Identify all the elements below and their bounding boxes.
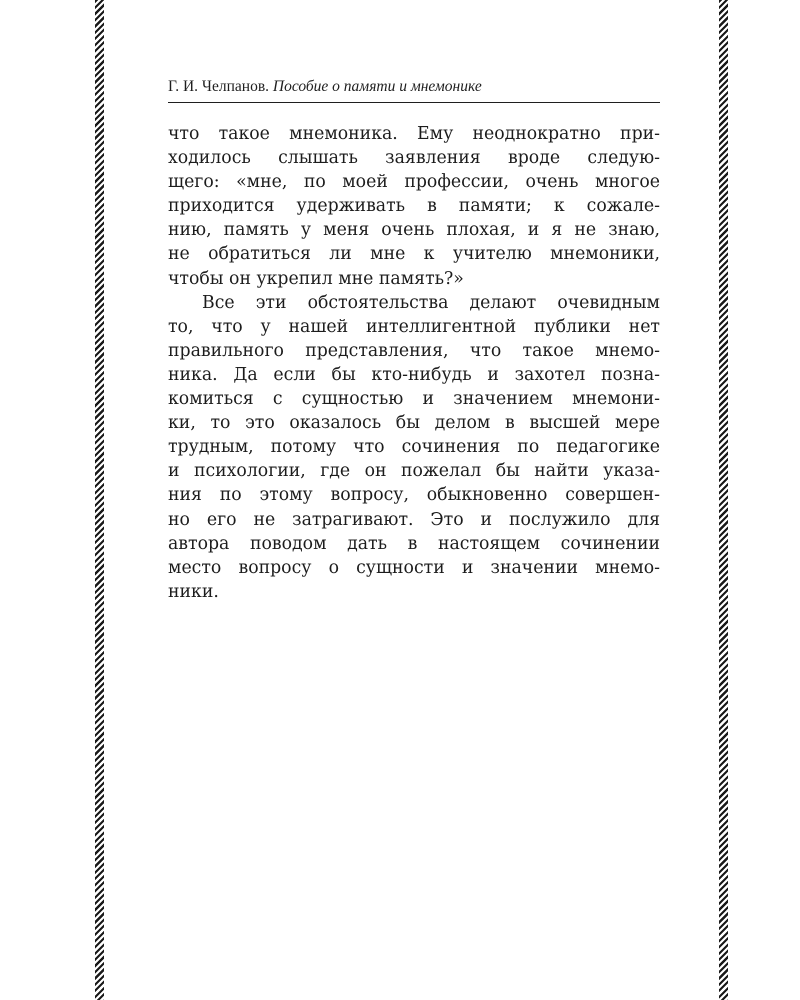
text-line: ходилось слышать заявления вроде следую- [168,148,660,169]
text-line: что такое мнемоника. Ему неоднократно при- [168,124,660,144]
text-line: приходится удерживать в памяти; к сожале- [168,196,660,217]
text-line: трудным, потому что сочинения по педагогике [168,437,660,458]
text-line: ния по этому вопросу, обыкновенно совершен- [168,485,660,506]
right-page-edge [719,0,728,1000]
text-line: чтобы он укрепил мне память?» [168,268,464,289]
text-line: автора поводом дать в настоящем сочинении [168,533,660,554]
text-line: нию, память у меня очень плохая, и я не знаю, [168,220,660,241]
text-line: но его не затрагивают. Это и послужило для [168,509,660,530]
text-line: ника. Да если бы кто-нибудь и захотел позна- [168,364,660,385]
text-line: ники. [168,581,219,602]
running-head-author: Г. И. Челпанов. [168,78,270,95]
paragraph-2 [168,291,660,604]
text-line: щего: «мне, по моей профессии, очень многое [168,172,660,193]
text-line: правильного представления, что такое мнемо- [168,340,660,361]
text-line: и психологии, где он пожелал бы найти указа- [168,461,660,482]
paragraph-1 [168,122,660,291]
text-line: ки, то это оказалось бы делом в высшей мере [168,413,660,434]
running-head-title: Пособие о памяти и мнемонике [272,78,482,95]
text-line: Все эти обстоятельства делают очевидным [202,292,660,313]
text-line: место вопросу о сущности и значении мнемо- [168,557,660,578]
body-text [168,122,660,604]
text-line: комиться с сущностью и значением мнемони- [168,389,660,410]
text-line: не обратиться ли мне к учителю мнемоники, [168,244,660,265]
text-line: то, что у нашей интеллигентной публики нет [168,316,660,337]
running-head [168,76,660,103]
left-page-edge [95,0,104,1000]
